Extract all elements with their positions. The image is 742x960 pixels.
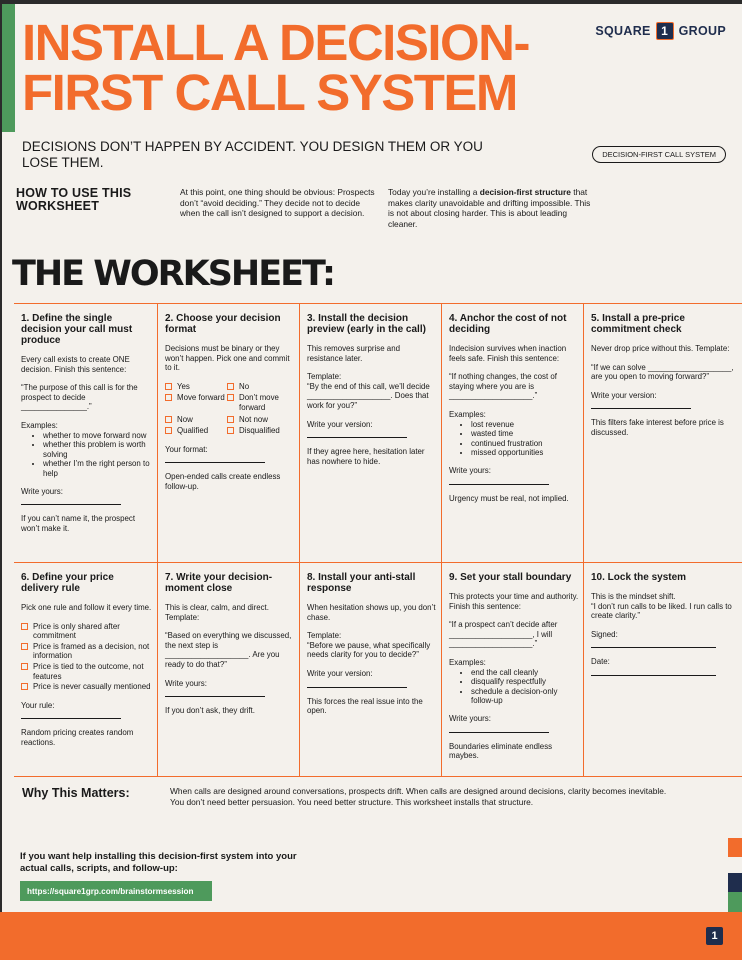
step-8-cell [300,563,442,776]
option-label: No [239,381,250,391]
step-3-intro: This removes surprise and resistance later. [307,344,400,363]
intro2-bold: decision-first structure [479,187,571,197]
checkbox-icon[interactable] [21,643,28,650]
step-4-write-label: Write yours: [449,465,491,475]
step-7-template: “Based on everything we discussed, the next step is ___________________. Are you ready to do that?” [165,631,292,669]
step-9-intro: This protects your time and authority. Finish this sentence: [449,592,579,611]
step-6-title: 6. Define your price delivery rule [21,572,114,594]
rule-option[interactable] [21,642,153,661]
step-3-cell [300,304,442,562]
logo-mark: 1 [656,22,674,40]
logo-text-left: SQUARE [595,24,651,38]
signed-label: Signed: [591,629,618,639]
step-4-note: Urgency must be real, not implied. [449,493,569,503]
list-item: • whether I’m the right person to help [43,459,153,478]
option-label: Price is tied to the outcome, not features [33,661,144,681]
step-3-template: “By the end of this call, we’ll decide ___________________. Does that work for you?” [307,381,430,410]
step-5-template: “If we can solve ___________________, are you open to moving forward?” [591,362,734,382]
intro2-text-c: that makes clarity unavoidable and drifting impossible. This is not about closing harder. This is about leading cleaner. [388,187,591,229]
footer-bar [0,912,742,960]
option-now[interactable] [165,415,227,425]
step-7-note: If you don’t ask, they drift. [165,706,255,716]
page-title: INSTALL A DECISION-FIRST CALL SYSTEM [22,14,529,121]
step-9-title: 9. Set your stall boundary [449,572,572,583]
step-6-cell [14,563,158,776]
option-label: Now [177,414,193,424]
option-dont-move-forward[interactable] [227,393,289,412]
option-label: Price is framed as a decision, not information [33,641,150,661]
checkbox-icon[interactable] [165,427,172,434]
step-4-examples [463,420,579,458]
worksheet-grid [14,303,742,777]
worksheet-heading: THE WORKSHEET: [12,254,334,294]
step-8-write-label: Write your version: [307,668,373,678]
step-1-examples-label: Examples: [21,420,58,430]
list-item: • end the call cleanly [471,668,579,678]
date-label: Date: [591,657,610,667]
step-8-template: “Before we pause, what specifically needs clarity for you to decide?” [307,640,431,660]
why-text: When calls are designed around conversations, prospects drift. When calls are designed around decisions, clarity becomes inevitable. You don’t need better persuasion. You need better structure. This worksheet installs that structure. [170,786,667,807]
step-4-quote: “If nothing changes, the cost of staying where you are is ___________________.” [449,372,557,401]
step-10-quote: “I don’t run calls to be liked. I run calls to create clarity.” [591,601,732,621]
option-disqualified[interactable] [227,426,289,436]
step-8-note: This forces the real issue into the open. [307,696,423,716]
step-6-note: Random pricing creates random reactions. [21,728,134,747]
option-label: Not now [239,414,268,424]
step-3-write-line[interactable] [307,429,407,438]
list-item: • wasted time [471,429,579,439]
checkbox-icon[interactable] [165,383,172,390]
step-6-options [21,622,153,692]
list-item: • schedule a decision-only follow-up [471,687,579,706]
step-5-write-label: Write your version: [591,390,657,400]
option-not-now[interactable] [227,415,289,425]
checkbox-icon[interactable] [165,416,172,423]
rule-option[interactable] [21,682,153,692]
step-1-examples [35,431,153,479]
step-1-intro: Every call exists to create ONE decision. Finish this sentence: [21,355,130,374]
step-2-note: Open-ended calls create endless follow-up. [165,472,281,491]
howto-title: HOW TO USE THIS WORKSHEET [16,186,132,213]
step-3-title: 3. Install the decision preview (early in the call) [307,313,426,335]
list-item: • continued frustration [471,439,579,449]
step-2-cell [158,304,300,562]
step-8-write-line[interactable] [307,679,407,688]
step-7-intro: This is clear, calm, and direct. Template: [165,603,269,622]
option-label: Move forward [177,393,225,403]
step-1-write-line[interactable] [21,496,121,505]
step-2-options [165,382,295,436]
step-5-note: This filters fake interest before price is discussed. [591,418,724,437]
option-label: Yes [177,381,190,391]
option-label: Price is never casually mentioned [33,682,151,692]
booking-link-button[interactable]: https://square1grp.com/brainstormsession [20,881,212,901]
checkbox-icon[interactable] [227,427,234,434]
topic-pill: DECISION-FIRST CALL SYSTEM [592,146,726,163]
step-4-cell [442,304,584,562]
step-7-write-line[interactable] [165,688,265,697]
step-1-note: If you can’t name it, the prospect won’t make it. [21,514,136,533]
step-2-intro: Decisions must be binary or they won’t happen. Pick one and commit to it. [165,344,290,373]
step-9-note: Boundaries eliminate endless maybes. [449,741,553,761]
date-line[interactable] [591,667,716,676]
step-10-cell [584,563,740,776]
checkbox-icon[interactable] [21,683,28,690]
rule-option[interactable] [21,622,153,641]
checkbox-icon[interactable] [21,623,28,630]
step-9-cell [442,563,584,776]
list-item: • lost revenue [471,420,579,430]
step-5-cell [584,304,740,562]
orange-side-square [728,838,742,857]
step-4-title: 4. Anchor the cost of not deciding [449,313,567,335]
rule-option[interactable] [21,662,153,681]
checkbox-icon[interactable] [21,663,28,670]
step-5-write-line[interactable] [591,400,691,409]
logo-text-right: GROUP [678,24,726,38]
step-8-template-label: Template: [307,631,342,641]
checkbox-icon[interactable] [227,416,234,423]
worksheet-row-2 [14,563,742,777]
step-9-examples [463,668,579,706]
option-label: Disqualified [239,426,280,436]
navy-side-square [728,873,742,892]
step-9-write-label: Write yours: [449,713,491,723]
intro-paragraph-1: At this point, one thing should be obvious: Prospects don’t “avoid deciding.” They decide not to decide when the call isn’t designed to support a decision. [180,187,375,218]
step-3-note: If they agree here, hesitation later has nowhere to hide. [307,447,425,466]
step-5-title: 5. Install a pre-price commitment check [591,313,685,335]
option-yes[interactable] [165,382,227,392]
green-accent-bar [2,4,15,132]
step-2-write-line[interactable] [165,454,265,463]
list-item: • whether to move forward now [43,431,153,441]
step-3-template-label: Template: [307,372,342,382]
left-border [0,0,2,960]
option-no[interactable] [227,382,289,392]
option-label: Don’t move forward [239,393,279,412]
list-item: • whether this problem is worth solving [43,440,153,459]
option-qualified[interactable] [165,426,227,436]
step-2-format-label: Your format: [165,444,208,454]
green-side-square [728,892,742,912]
step-7-write-label: Write yours: [165,678,207,688]
step-6-intro: Pick one rule and follow it every time. [21,603,152,612]
option-label: Qualified [177,426,209,436]
step-1-cell [14,304,158,562]
step-10-intro: This is the mindset shift. [591,592,676,601]
intro2-text-a: Today you’re installing a [388,187,480,197]
option-label: Price is only shared after commitment [33,621,120,641]
top-border [0,0,742,4]
step-8-intro: When hesitation shows up, you don’t chase. [307,603,436,622]
step-7-title: 7. Write your decision-moment close [165,572,273,594]
checkbox-icon[interactable] [227,394,234,401]
step-10-title: 10. Lock the system [591,572,687,583]
step-9-examples-label: Examples: [449,657,486,667]
checkbox-icon[interactable] [165,394,172,401]
step-4-write-line[interactable] [449,476,549,485]
step-1-write-label: Write yours: [21,486,63,496]
why-title: Why This Matters: [22,786,130,800]
step-4-examples-label: Examples: [449,409,486,419]
step-8-title: 8. Install your anti-stall response [307,572,416,594]
step-7-cell [158,563,300,776]
step-4-intro: Indecision survives when inaction feels safe. Finish this sentence: [449,344,567,363]
footer-logo-mark: 1 [706,927,723,945]
step-3-write-label: Write your version: [307,419,373,429]
step-2-title: 2. Choose your decision format [165,313,281,335]
step-9-write-line[interactable] [449,724,549,733]
step-1-quote: “The purpose of this call is for the prospect to decide _______________.” [21,383,138,412]
square1-logo [595,22,726,40]
intro-paragraph-2 [388,187,593,229]
step-6-write-line[interactable] [21,710,121,719]
step-9-quote: “If a prospect can’t decide after ___________________, I will ___________________.” [449,620,558,649]
checkbox-icon[interactable] [227,383,234,390]
list-item: • disqualify respectfully [471,677,579,687]
step-6-rule-label: Your rule: [21,700,55,710]
worksheet-row-1 [14,304,742,563]
cta-text: If you want help installing this decision-first system into your actual calls, scripts, and follow-up: [20,851,297,874]
step-1-title: 1. Define the single decision your call must produce [21,313,133,346]
step-5-intro: Never drop price without this. Template: [591,344,730,353]
list-item: • missed opportunities [471,448,579,458]
signed-line[interactable] [591,639,716,648]
option-move-forward[interactable] [165,393,227,412]
page-subtitle: DECISIONS DON’T HAPPEN BY ACCIDENT. YOU DESIGN THEM OR YOU LOSE THEM. [22,139,483,170]
